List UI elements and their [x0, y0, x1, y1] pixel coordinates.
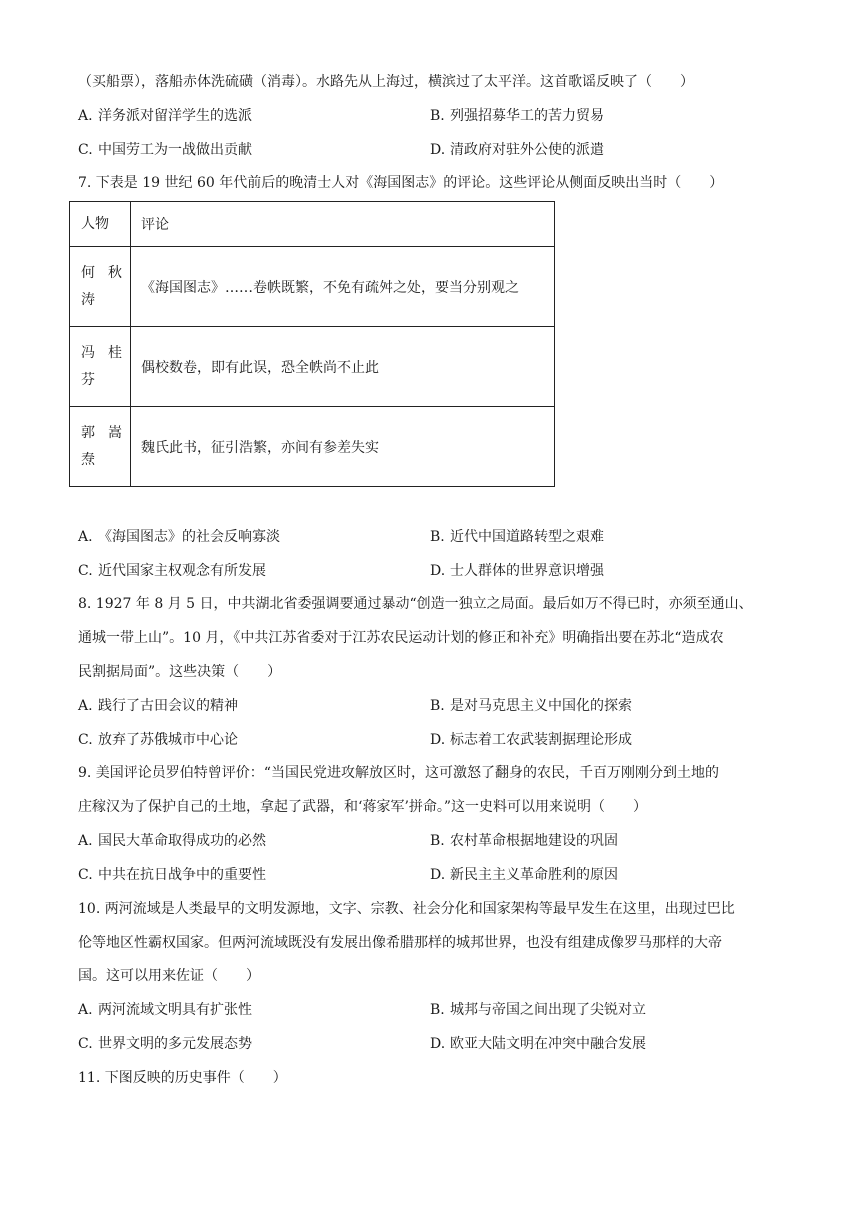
option-letter: B. [430, 1002, 445, 1018]
q9-option-a [78, 831, 266, 851]
q7-option-b [430, 527, 604, 547]
option-text: 欧亚大陆文明在冲突中融合发展 [450, 1036, 646, 1052]
comment-text: 偶校数卷，即有此误，恐全帙尚不止此 [131, 327, 555, 407]
q10-option-a [78, 1000, 252, 1020]
option-text: 世界文明的多元发展态势 [98, 1036, 252, 1052]
option-letter: C. [78, 732, 93, 748]
option-letter: D. [430, 1036, 446, 1052]
option-letter: A. [78, 698, 93, 714]
q8-stem-line-3: 民割据局面”。这些决策（ ） [78, 664, 282, 680]
q8-stem-line-1: 8. 1927 年 8 月 5 日，中共湖北省委强调要通过暴动“创造一独立之局面。最后如万不得已时，亦须至通山、 [78, 596, 753, 612]
option-letter: B. [430, 698, 445, 714]
option-letter: D. [430, 732, 446, 748]
option-letter: A. [78, 833, 93, 849]
q6-option-b [430, 106, 604, 126]
option-letter: C. [78, 1036, 93, 1052]
person-name: 冯 桂 芬 [70, 327, 131, 407]
q7-comment-table [69, 201, 555, 487]
q10-option-c [78, 1034, 252, 1054]
q9-option-c [78, 865, 266, 885]
option-text: 新民主主义革命胜利的原因 [450, 867, 618, 883]
option-text: 近代中国道路转型之艰难 [450, 529, 604, 545]
q7-stem: 7. 下表是 19 世纪 60 年代前后的晚清士人对《海国图志》的评论。这些评论从侧面反映出当时（ ） [78, 175, 724, 191]
q6-option-a [78, 106, 252, 126]
q7-option-a [78, 527, 280, 547]
header-comment: 评论 [131, 202, 555, 247]
person-name: 郭 嵩 焘 [70, 407, 131, 487]
option-text: 两河流域文明具有扩张性 [98, 1002, 252, 1018]
q8-option-a [78, 696, 238, 716]
option-text: 城邦与帝国之间出现了尖锐对立 [450, 1002, 646, 1018]
option-text: 国民大革命取得成功的必然 [98, 833, 266, 849]
q6-option-c [78, 140, 252, 160]
q8-stem-line-2: 通城一带上山”。10 月，《中共江苏省委对于江苏农民运动计划的修正和补充》明确指出要在苏北“造成农 [78, 630, 724, 646]
q8-option-c [78, 730, 238, 750]
option-text: 列强招募华工的苦力贸易 [450, 108, 604, 124]
option-text: 放弃了苏俄城市中心论 [98, 732, 238, 748]
q10-stem-line-3: 国。这可以用来佐证（ ） [78, 968, 260, 984]
q10-stem-line-1: 10. 两河流域是人类最早的文明发源地，文字、宗教、社会分化和国家架构等最早发生在这里，出现过巴比 [78, 901, 735, 917]
comment-text: 《海国图志》……卷帙既繁，不免有疏舛之处，要当分别观之 [131, 247, 555, 327]
q9-stem-line-2: 庄稼汉为了保护自己的土地，拿起了武器，和‘蒋家军’拼命。”这一史料可以用来说明（ ） [78, 799, 648, 815]
q8-option-b [430, 696, 632, 716]
option-letter: B. [430, 833, 445, 849]
option-letter: D. [430, 867, 446, 883]
header-person: 人物 [70, 202, 131, 247]
option-letter: C. [78, 867, 93, 883]
option-text: 是对马克思主义中国化的探索 [450, 698, 632, 714]
option-letter: A. [78, 529, 93, 545]
option-text: 士人群体的世界意识增强 [450, 563, 604, 579]
q7-option-c [78, 561, 266, 581]
option-letter: D. [430, 142, 446, 158]
option-text: 清政府对驻外公使的派遣 [450, 142, 604, 158]
q9-option-b [430, 831, 618, 851]
table-row [70, 247, 555, 327]
q9-option-d [430, 865, 618, 885]
table-header-row [70, 202, 555, 247]
option-text: 中国劳工为一战做出贡献 [98, 142, 252, 158]
q7-option-d [430, 561, 604, 581]
option-letter: A. [78, 1002, 93, 1018]
q6-option-d [430, 140, 604, 160]
q10-option-b [430, 1000, 646, 1020]
q10-option-d [430, 1034, 646, 1054]
q8-option-d [430, 730, 632, 750]
option-letter: A. [78, 108, 93, 124]
option-text: 近代国家主权观念有所发展 [98, 563, 266, 579]
q10-stem-line-2: 伦等地区性霸权国家。但两河流域既没有发展出像希腊那样的城邦世界，也没有组建成像罗马那样的大帝 [78, 935, 722, 951]
option-text: 《海国图志》的社会反响寡淡 [98, 529, 280, 545]
comment-text: 魏氏此书，征引浩繁，亦间有参差失实 [131, 407, 555, 487]
person-name: 何 秋 涛 [70, 247, 131, 327]
option-letter: B. [430, 108, 445, 124]
option-letter: B. [430, 529, 445, 545]
q9-stem-line-1: 9. 美国评论员罗伯特曾评价：“当国民党进攻解放区时，这可激怒了翻身的农民，千百万刚刚分到土地的 [78, 765, 719, 781]
table-row [70, 407, 555, 487]
q11-stem: 11. 下图反映的历史事件（ ） [78, 1070, 287, 1086]
option-text: 标志着工农武装割据理论形成 [450, 732, 632, 748]
option-letter: C. [78, 563, 93, 579]
option-letter: D. [430, 563, 446, 579]
table-row [70, 327, 555, 407]
q6-stem-tail: （买船票），落船赤体洗硫磺（消毒）。水路先从上海过，横滨过了太平洋。这首歌谣反映了（ ） [78, 74, 694, 90]
option-text: 中共在抗日战争中的重要性 [98, 867, 266, 883]
option-text: 农村革命根据地建设的巩固 [450, 833, 618, 849]
option-text: 洋务派对留洋学生的选派 [98, 108, 252, 124]
option-text: 践行了古田会议的精神 [98, 698, 238, 714]
option-letter: C. [78, 142, 93, 158]
